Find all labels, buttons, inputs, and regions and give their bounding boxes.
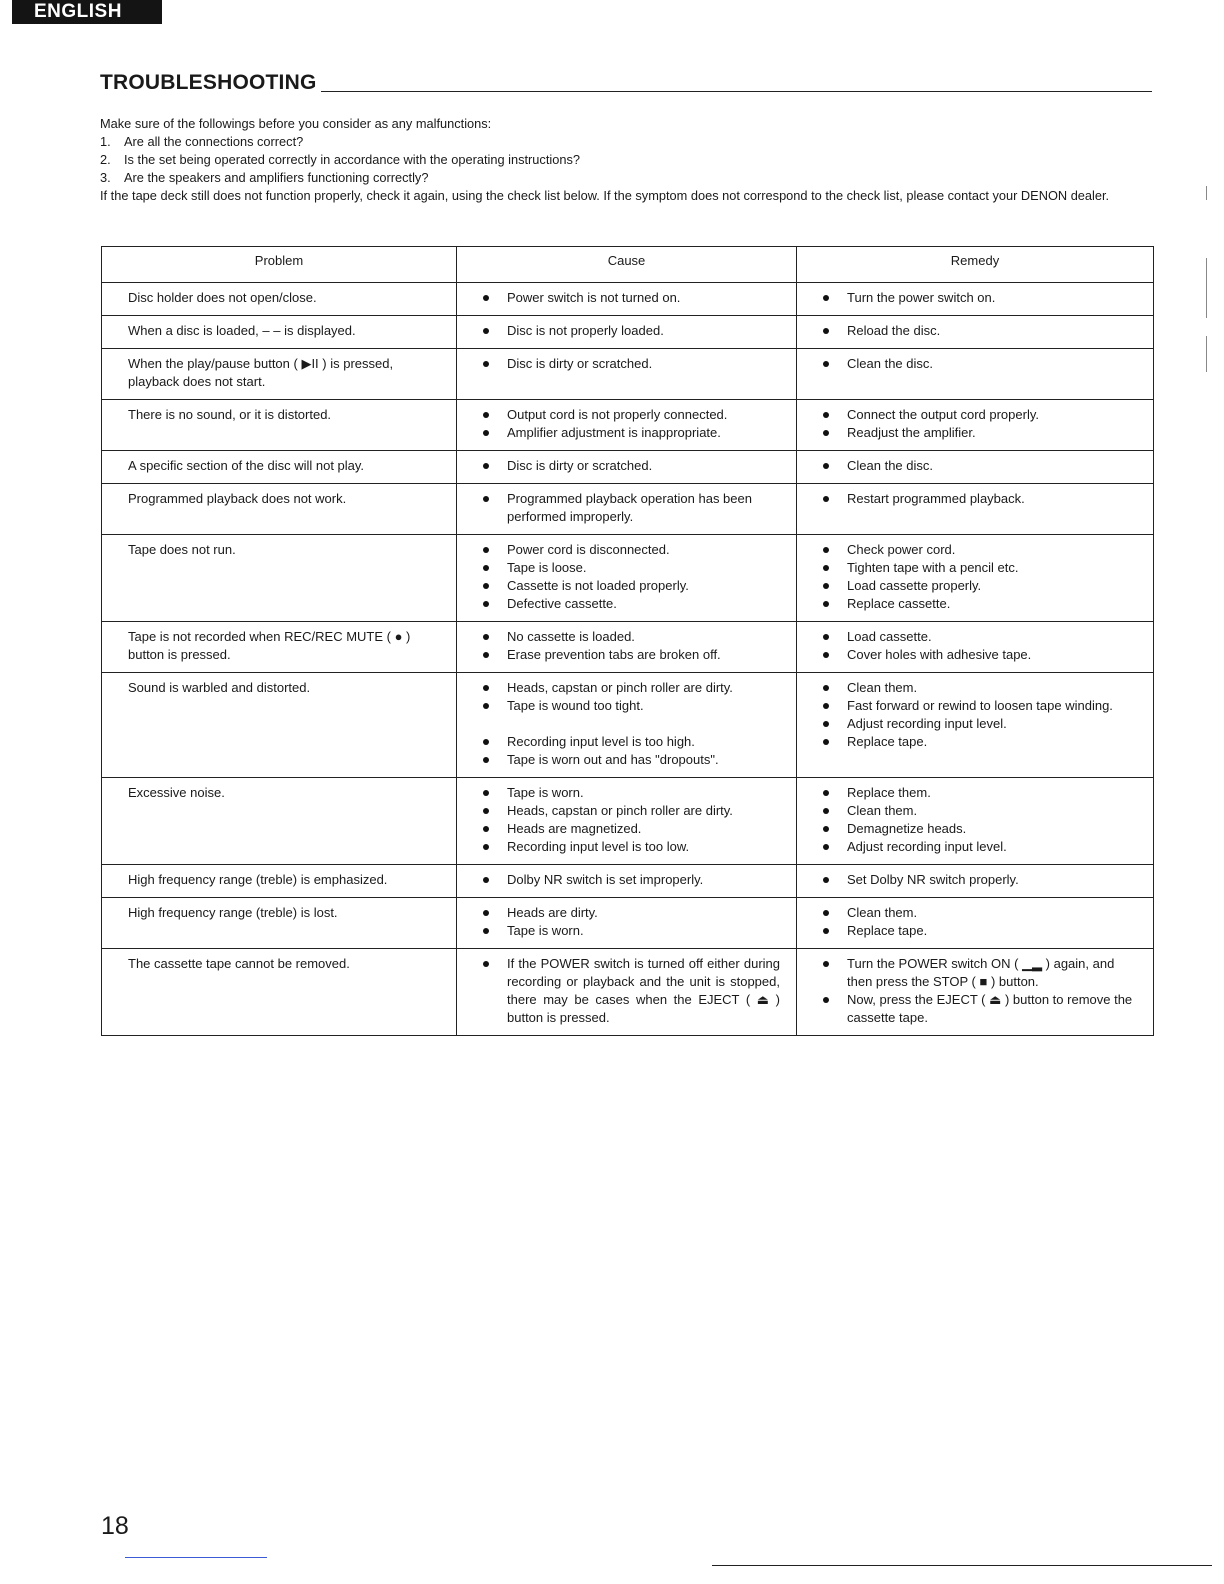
- scan-edge-mark: [1206, 336, 1207, 372]
- table-row: [102, 451, 1154, 484]
- remedy-item: Clean them.: [821, 904, 1143, 922]
- remedy-cell: [797, 898, 1154, 949]
- remedy-cell: [797, 349, 1154, 400]
- cause-cell: [457, 535, 797, 622]
- cause-cell: [457, 484, 797, 535]
- page-title: TROUBLESHOOTING: [100, 71, 317, 94]
- cause-item: Defective cassette.: [481, 595, 786, 613]
- problem-cell: When the play/pause button ( ▶II ) is pressed, playback does not start.: [102, 349, 457, 400]
- intro-lead: Make sure of the followings before you consider as any malfunctions:: [100, 116, 492, 131]
- cause-cell: [457, 673, 797, 778]
- cause-item: Heads, capstan or pinch roller are dirty.: [481, 802, 786, 820]
- cause-cell: [457, 451, 797, 484]
- problem-cell: Tape is not recorded when REC/REC MUTE ( ● ) button is pressed.: [102, 622, 457, 673]
- cause-item: Heads are dirty.: [481, 904, 786, 922]
- problem-cell: Disc holder does not open/close.: [102, 283, 457, 316]
- cause-item: Power cord is disconnected.: [481, 541, 786, 559]
- remedy-item: Check power cord.: [821, 541, 1143, 559]
- cause-cell: [457, 283, 797, 316]
- table-row: [102, 622, 1154, 673]
- remedy-item: Clean the disc.: [821, 457, 1143, 475]
- header-problem: Problem: [102, 247, 457, 283]
- table-row: [102, 865, 1154, 898]
- check-number: 2.: [100, 152, 111, 167]
- remedy-cell: [797, 949, 1154, 1036]
- cause-cell: [457, 400, 797, 451]
- remedy-item: Clean them.: [821, 679, 1143, 697]
- cause-item: Disc is not properly loaded.: [481, 322, 786, 340]
- remedy-item: Adjust recording input level.: [821, 715, 1143, 733]
- problem-cell: The cassette tape cannot be removed.: [102, 949, 457, 1036]
- table-row: [102, 283, 1154, 316]
- cause-item: Programmed playback operation has been performed improperly.: [481, 490, 786, 526]
- cause-item: Tape is worn out and has "dropouts".: [481, 751, 786, 769]
- title-row: [100, 68, 1152, 96]
- cause-item: Power switch is not turned on.: [481, 289, 786, 307]
- cause-cell: [457, 898, 797, 949]
- cause-item: Output cord is not properly connected.: [481, 406, 786, 424]
- remedy-cell: [797, 535, 1154, 622]
- remedy-cell: [797, 316, 1154, 349]
- remedy-item: Fast forward or rewind to loosen tape winding.: [821, 697, 1143, 715]
- title-rule: [321, 91, 1153, 92]
- language-tab: ENGLISH: [12, 0, 162, 24]
- check-text: Are the speakers and amplifiers functioning correctly?: [124, 170, 429, 185]
- cause-cell: [457, 949, 797, 1036]
- cause-item: Recording input level is too high.: [481, 733, 786, 751]
- cause-item: Amplifier adjustment is inappropriate.: [481, 424, 786, 442]
- remedy-item: Replace them.: [821, 784, 1143, 802]
- table-row: [102, 349, 1154, 400]
- check-text: Are all the connections correct?: [124, 134, 304, 149]
- remedy-item: Readjust the amplifier.: [821, 424, 1143, 442]
- remedy-item: Turn the POWER switch ON ( ▁▂ ) again, and then press the STOP ( ■ ) button.: [821, 955, 1143, 991]
- cause-item: Heads, capstan or pinch roller are dirty.: [481, 679, 786, 697]
- cause-item: Tape is loose.: [481, 559, 786, 577]
- cause-item: Cassette is not loaded properly.: [481, 577, 786, 595]
- remedy-cell: [797, 484, 1154, 535]
- remedy-cell: [797, 400, 1154, 451]
- remedy-item: Replace tape.: [821, 733, 1143, 751]
- table-header-row: [102, 247, 1154, 283]
- footer-rule-right: [712, 1565, 1212, 1566]
- check-text: Is the set being operated correctly in accordance with the operating instructions?: [124, 152, 580, 167]
- check-item: [100, 133, 1155, 151]
- remedy-item: Connect the output cord properly.: [821, 406, 1143, 424]
- remedy-item: Demagnetize heads.: [821, 820, 1143, 838]
- scan-edge-mark: [1206, 186, 1207, 200]
- problem-cell: High frequency range (treble) is lost.: [102, 898, 457, 949]
- table-row: [102, 316, 1154, 349]
- remedy-cell: [797, 778, 1154, 865]
- table-row: [102, 898, 1154, 949]
- check-number: 3.: [100, 170, 111, 185]
- cause-item: Erase prevention tabs are broken off.: [481, 646, 786, 664]
- header-remedy: Remedy: [797, 247, 1154, 283]
- remedy-item: Replace tape.: [821, 922, 1143, 940]
- problem-cell: Excessive noise.: [102, 778, 457, 865]
- remedy-cell: [797, 622, 1154, 673]
- cause-cell: [457, 622, 797, 673]
- remedy-item: Adjust recording input level.: [821, 838, 1143, 856]
- problem-cell: There is no sound, or it is distorted.: [102, 400, 457, 451]
- problem-cell: High frequency range (treble) is emphasized.: [102, 865, 457, 898]
- cause-cell: [457, 349, 797, 400]
- table-row: [102, 484, 1154, 535]
- check-number: 1.: [100, 134, 111, 149]
- remedy-item: Load cassette.: [821, 628, 1143, 646]
- cause-item: If the POWER switch is turned off either during recording or playback and the unit is stopped, there may be cases when the EJECT ( ⏏ ) button is pressed.: [481, 955, 786, 1027]
- problem-cell: Sound is warbled and distorted.: [102, 673, 457, 778]
- cause-item: No cassette is loaded.: [481, 628, 786, 646]
- remedy-item: Replace cassette.: [821, 595, 1143, 613]
- problem-cell: When a disc is loaded, – – is displayed.: [102, 316, 457, 349]
- problem-cell: Programmed playback does not work.: [102, 484, 457, 535]
- scan-edge-mark: [1206, 258, 1207, 318]
- remedy-cell: [797, 283, 1154, 316]
- remedy-item: Tighten tape with a pencil etc.: [821, 559, 1143, 577]
- cause-item: Dolby NR switch is set improperly.: [481, 871, 786, 889]
- table-row: [102, 778, 1154, 865]
- cause-item: Disc is dirty or scratched.: [481, 457, 786, 475]
- header-cause: Cause: [457, 247, 797, 283]
- cause-item: Tape is worn.: [481, 922, 786, 940]
- cause-cell: [457, 316, 797, 349]
- remedy-item: Restart programmed playback.: [821, 490, 1143, 508]
- table-row: [102, 949, 1154, 1036]
- check-item: [100, 169, 1155, 187]
- check-item: [100, 151, 1155, 169]
- table-row: [102, 673, 1154, 778]
- remedy-cell: [797, 673, 1154, 778]
- page-number: 18: [101, 1512, 129, 1540]
- remedy-item: Clean the disc.: [821, 355, 1143, 373]
- cause-cell: [457, 865, 797, 898]
- intro-note: If the tape deck still does not function properly, check it again, using the check list below. If the symptom does not correspond to the check list, please contact your DENON dealer.: [100, 188, 1110, 203]
- cause-item: Heads are magnetized.: [481, 820, 786, 838]
- table-row: [102, 535, 1154, 622]
- problem-cell: A specific section of the disc will not play.: [102, 451, 457, 484]
- remedy-item: Set Dolby NR switch properly.: [821, 871, 1143, 889]
- cause-item: Tape is wound too tight.: [481, 697, 786, 715]
- cause-cell: [457, 778, 797, 865]
- problem-cell: Tape does not run.: [102, 535, 457, 622]
- cause-item: Tape is worn.: [481, 784, 786, 802]
- remedy-item: Load cassette properly.: [821, 577, 1143, 595]
- remedy-item: Now, press the EJECT ( ⏏ ) button to remove the cassette tape.: [821, 991, 1143, 1027]
- remedy-item: Cover holes with adhesive tape.: [821, 646, 1143, 664]
- footer-rule-left: [125, 1557, 267, 1558]
- remedy-cell: [797, 865, 1154, 898]
- remedy-item: Reload the disc.: [821, 322, 1143, 340]
- intro-section: [100, 115, 1155, 205]
- table-row: [102, 400, 1154, 451]
- remedy-item: Turn the power switch on.: [821, 289, 1143, 307]
- troubleshooting-table: [101, 246, 1154, 1036]
- remedy-item: Clean them.: [821, 802, 1143, 820]
- remedy-cell: [797, 451, 1154, 484]
- cause-item: Disc is dirty or scratched.: [481, 355, 786, 373]
- cause-item: Recording input level is too low.: [481, 838, 786, 856]
